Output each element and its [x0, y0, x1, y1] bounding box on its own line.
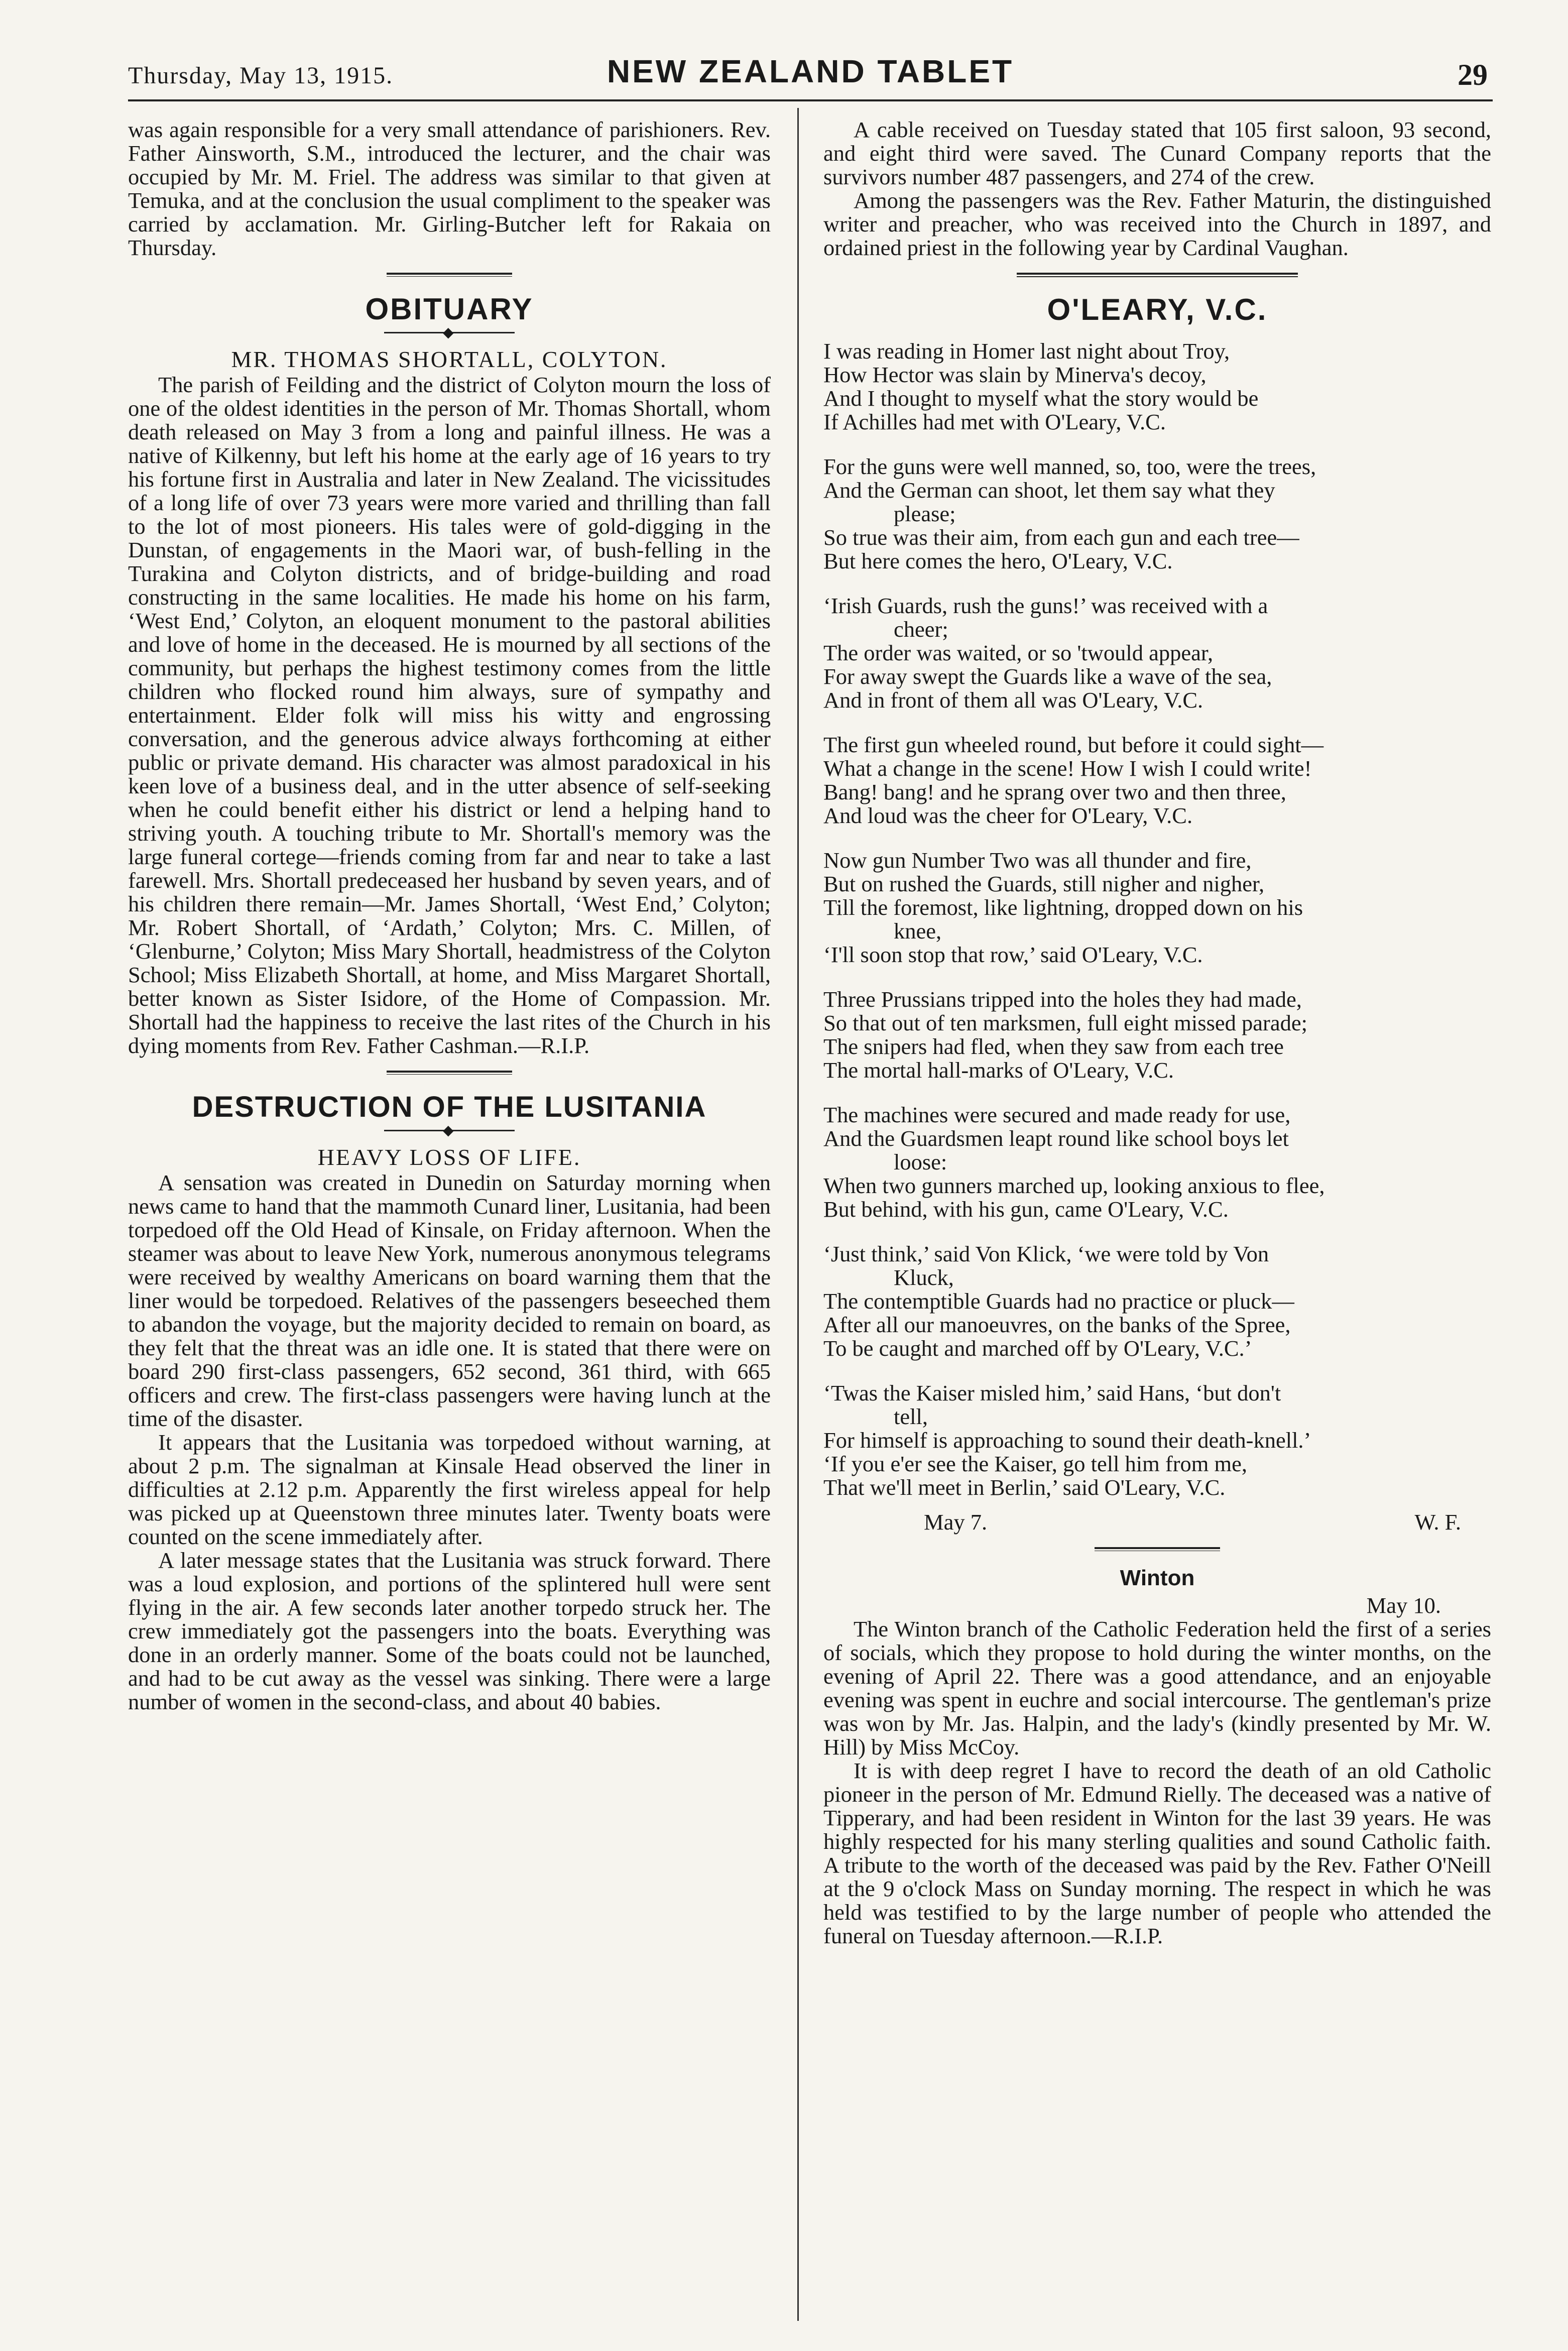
cable-paragraph: A cable received on Tuesday stated that 105 first saloon, 93 second, and eight third were saved. The Cunard Company reports that the survivors number 487 passengers, and 274 of the crew.	[823, 118, 1491, 189]
lecture-report-end: was again responsible for a very small attendance of parishioners. Rev. Father Ainsworth, S.M., introduced the lecturer, and the chair was occupied by Mr. M. Friel. The address was similar to that given at Temuka, and at the conclusion the usual compliment to the speaker was carried by acclamation. Mr. Girling-Butcher left for Rakaia on Thursday.	[128, 118, 771, 260]
poem-line: The machines were secured and made ready for use,	[823, 1102, 1291, 1127]
poem-line: ‘Twas the Kaiser misled him,’ said Hans, ‘but don't	[823, 1380, 1281, 1405]
poem-line: The snipers had fled, when they saw from each tree	[823, 1034, 1284, 1059]
poem-line: The mortal hall-marks of O'Leary, V.C.	[823, 1057, 1174, 1083]
section-rule	[1095, 1547, 1220, 1551]
poem-line: knee,	[894, 918, 942, 944]
section-rule	[1017, 273, 1298, 277]
poem-line: loose:	[894, 1149, 947, 1174]
poem-line: The first gun wheeled round, but before it could sight—	[823, 732, 1324, 757]
page-header	[128, 53, 1493, 98]
winton-heading: Winton	[1120, 1566, 1195, 1590]
poem-line: And in front of them all was O'Leary, V.C.	[823, 687, 1203, 713]
obituary-heading: OBITUARY	[365, 292, 534, 326]
poem-line: So true was their aim, from each gun and each tree—	[823, 525, 1299, 550]
poem-line: ‘Just think,’ said Von Klick, ‘we were told by Von	[823, 1241, 1269, 1266]
poem-date: May 7.	[924, 1509, 988, 1535]
poem-line: Bang! bang! and he sprang over two and then three,	[823, 779, 1286, 804]
poem-line: How Hector was slain by Minerva's decoy,	[823, 362, 1207, 387]
winton-paragraph: The Winton branch of the Catholic Federation held the first of a series of socials, which they propose to hold during the winter months, on the evening of April 22. There was a good attendance, and an enjoyable evening was spent in euchre and social intercourse. The gentleman's prize was won by Mr. Jas. Halpin, and the lady's (kindly presented by Mr. W. Hill) by Miss McCoy.	[823, 1616, 1491, 1759]
left-column	[128, 118, 771, 2321]
poem-line: cheer;	[894, 617, 948, 642]
masthead-title: NEW ZEALAND TABLET	[607, 53, 1014, 89]
poem-stanza	[823, 849, 1491, 967]
poem-line: So that out of ten marksmen, full eight missed parade;	[823, 1010, 1307, 1035]
poem-stanza	[823, 1381, 1491, 1499]
section-rule	[387, 273, 512, 277]
poem-line: After all our manoeuvres, on the banks of the Spree,	[823, 1312, 1291, 1337]
poem-line: ‘If you e'er see the Kaiser, go tell him from me,	[823, 1451, 1248, 1476]
lusitania-paragraph: It appears that the Lusitania was torpedoed without warning, at about 2 p.m. The signalman at Kinsale Head observed the liner in difficulties at 2.12 p.m. Apparently the first wireless appeal for help was picked up at Queenstown three minutes later. Twenty boats were counted on the scene immediately after.	[128, 1430, 771, 1549]
poem-stanza	[823, 1103, 1491, 1221]
poem-line: But behind, with his gun, came O'Leary, V.C.	[823, 1197, 1229, 1222]
poem-signature: W. F.	[1414, 1509, 1461, 1535]
poem-line: For the guns were well manned, so, too, were the trees,	[823, 454, 1316, 479]
poem-line: When two gunners marched up, looking anxious to flee,	[823, 1173, 1325, 1198]
lusitania-subheading: HEAVY LOSS OF LIFE.	[317, 1144, 581, 1170]
poem-line: And I thought to myself what the story would be	[823, 386, 1259, 411]
poem-line: What a change in the scene! How I wish I could write!	[823, 756, 1312, 781]
poem-body	[823, 339, 1491, 1534]
poem-line: And the German can shoot, let them say what they	[823, 478, 1275, 503]
poem-signature-row	[823, 1510, 1491, 1534]
poem-stanza	[823, 988, 1491, 1082]
poem-stanza	[823, 339, 1491, 434]
poem-heading: O'LEARY, V.C.	[1047, 293, 1268, 326]
poem-line: ‘I'll soon stop that row,’ said O'Leary, V.C.	[823, 942, 1203, 967]
winton-paragraph: It is with deep regret I have to record the death of an old Catholic pioneer in the person of Mr. Edmund Rielly. The deceased was a native of Tipperary, and had been resident in Winton for the last 39 years. He was highly respected for his many sterling qualities and sound Catholic faith. A tribute to the worth of the deceased was paid by the Rev. Father O'Neill at the 9 o'clock Mass on Sunday morning. The respect in which he was held was testified to by the large number of people who attended the funeral on Tuesday afternoon.—R.I.P.	[823, 1758, 1491, 1948]
ornament-rule: ◆	[384, 1130, 515, 1131]
obituary-body: The parish of Feilding and the district of Colyton mourn the loss of one of the oldest identities in the person of Mr. Thomas Shortall, whom death released on May 3 from a long and painful illness. He was a native of Kilkenny, but left his home at the early age of 16 years to try his fortune first in Australia and later in New Zealand. The vicissitudes of a long life of over 73 years were more varied and thrilling than fall to the lot of most pioneers. His tales were of gold-digging in the Dunstan, of engagements in the Maori war, of bush-felling in the Turakina and Colyton districts, and of bridge-building and road constructing in the same localities. He made his home on his farm, ‘West End,’ Colyton, an eloquent monument to the pastoral abilities and love of home in the deceased. He is mourned by all sections of the community, but perhaps the highest testimony comes from the little children who flocked round him always, sure of sympathy and entertainment. Elder folk will miss his witty and engrossing conversation, and the generous advice always forthcoming at either public or private demand. His character was almost paradoxical in his keen love of a business deal, and in the utter absence of self-seeking when he could benefit either his district or lend a helping hand to striving youth. A touching tribute to Mr. Shortall's memory was the large funeral cortege—friends coming from far and near to take a last farewell. Mrs. Shortall predeceased her husband by seven years, and of his children there remain—Mr. James Shortall, ‘West End,’ Colyton; Mr. Robert Shortall, of ‘Ardath,’ Colyton; Mrs. C. Millen, of ‘Glenburne,’ Colyton; Miss Mary Shortall, headmistress of the Colyton School; Miss Elizabeth Shortall, at home, and Miss Margaret Shortall, better known as Sister Isidore, of the Home of Compassion. Mr. Shortall had the happiness to receive the last rites of the Church in his dying moments from Rev. Father Cashman.—R.I.P.	[128, 372, 771, 1058]
lusitania-paragraph: A sensation was created in Dunedin on Saturday morning when news came to hand that the mammoth Cunard liner, Lusitania, had been torpedoed off the Old Head of Kinsale, on Friday afternoon. When the steamer was about to leave New York, numerous anonymous telegrams were received by wealthy Americans on board warning them that the liner would be torpedoed. Relatives of the passengers beseeched them to abandon the voyage, but the majority decided to remain on board, as they felt that the threat was an idle one. It is stated that there were on board 290 first-class passengers, 652 second, 361 third, with 665 officers and crew. The first-class passengers were having lunch at the time of the disaster.	[128, 1170, 771, 1431]
header-rule	[128, 99, 1493, 101]
poem-line: And the Guardsmen leapt round like school boys let	[823, 1126, 1289, 1151]
obituary-subheading: MR. THOMAS SHORTALL, COLYTON.	[231, 346, 668, 372]
lusitania-paragraph: A later message states that the Lusitania was struck forward. There was a loud explosion, and portions of the splintered hull were sent flying in the air. A few seconds later another torpedo struck her. The crew immediately got the passengers into the boats. Everything was done in an orderly manner. Some of the boats could not be launched, and had to be cut away as the vessel was sinking. There were a large number of women in the second-class, and about 40 babies.	[128, 1548, 771, 1714]
poem-line: tell,	[894, 1404, 928, 1429]
poem-line: Now gun Number Two was all thunder and fire,	[823, 848, 1252, 873]
poem-line: If Achilles had met with O'Leary, V.C.	[823, 409, 1166, 434]
poem-line: The order was waited, or so 'twould appear,	[823, 640, 1214, 665]
poem-line: ‘Irish Guards, rush the guns!’ was received with a	[823, 593, 1268, 618]
poem-stanza	[823, 733, 1491, 828]
poem-stanza	[823, 1242, 1491, 1360]
issue-date: Thursday, May 13, 1915.	[128, 62, 394, 89]
page-number: 29	[1458, 58, 1488, 91]
ornament-rule: ◆	[384, 332, 515, 333]
poem-line: But on rushed the Guards, still nigher and nigher,	[823, 871, 1265, 896]
poem-line: For away swept the Guards like a wave of the sea,	[823, 664, 1272, 689]
poem-stanza	[823, 594, 1491, 712]
lusitania-heading: DESTRUCTION OF THE LUSITANIA	[192, 1091, 707, 1123]
maturin-paragraph: Among the passengers was the Rev. Father Maturin, the distinguished writer and preacher, who was received into the Church in 1897, and ordained priest in the following year by Cardinal Vaughan.	[823, 188, 1491, 260]
poem-stanza	[823, 455, 1491, 573]
poem-line: The contemptible Guards had no practice or pluck—	[823, 1288, 1294, 1314]
poem-line: To be caught and marched off by O'Leary, V.C.’	[823, 1336, 1252, 1361]
poem-line: please;	[894, 501, 956, 526]
poem-line: Till the foremost, like lightning, dropped down on his	[823, 895, 1303, 920]
poem-line: Kluck,	[894, 1265, 954, 1290]
right-column	[823, 118, 1491, 2321]
poem-line: Three Prussians tripped into the holes they had made,	[823, 987, 1302, 1012]
poem-line: And loud was the cheer for O'Leary, V.C.	[823, 803, 1193, 828]
poem-line: But here comes the hero, O'Leary, V.C.	[823, 548, 1173, 573]
poem-line: That we'll meet in Berlin,’ said O'Leary, V.C.	[823, 1475, 1226, 1500]
poem-line: I was reading in Homer last night about Troy,	[823, 338, 1230, 364]
poem-line: For himself is approaching to sound their death-knell.’	[823, 1428, 1311, 1453]
column-divider	[797, 108, 799, 2321]
winton-dateline: May 10.	[1366, 1593, 1441, 1618]
section-rule	[387, 1071, 512, 1075]
